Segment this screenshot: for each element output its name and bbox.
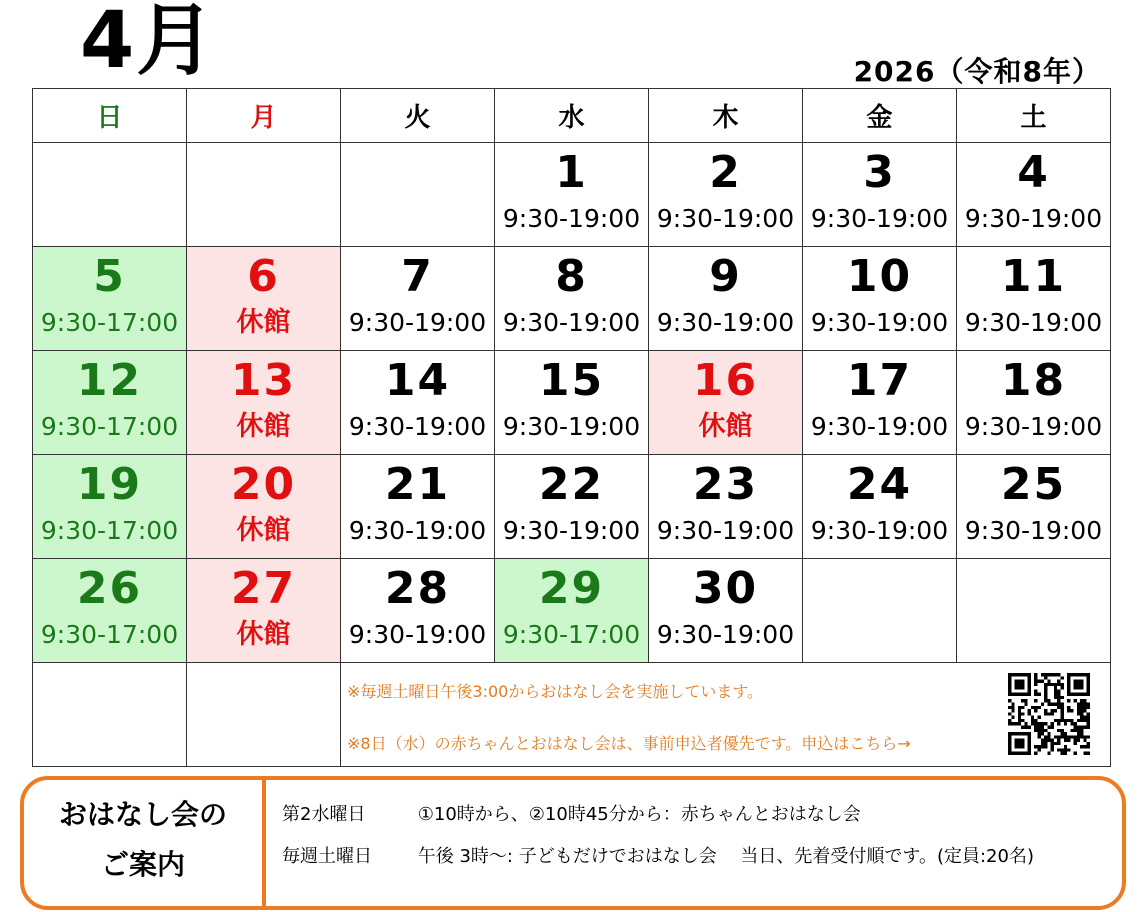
opening-hours: 9:30-19:00: [810, 308, 949, 337]
day-number: 20: [230, 459, 297, 510]
calendar-empty-cell: [957, 559, 1111, 663]
info-row-text: ①10時から、②10時45分から：赤ちゃんとおはなし会: [417, 804, 861, 825]
day-number: 13: [230, 355, 297, 406]
info-row-wednesday: [282, 800, 861, 826]
opening-hours: 9:30-19:00: [502, 204, 641, 233]
day-number: 12: [76, 355, 143, 406]
day-number: 27: [230, 563, 297, 614]
info-title-line1: おはなし会の: [58, 798, 227, 831]
weekday-sat: 土: [957, 89, 1111, 143]
opening-hours: 9:30-19:00: [502, 308, 641, 337]
day-number: 17: [846, 355, 913, 406]
calendar-day-cell: [341, 247, 495, 351]
day-number: 24: [846, 459, 913, 510]
calendar-day-cell: [341, 559, 495, 663]
opening-hours: 9:30-19:00: [964, 204, 1103, 233]
day-number: 2: [709, 147, 742, 198]
day-number: 25: [1000, 459, 1067, 510]
calendar-day-cell: [33, 559, 187, 663]
opening-hours: 9:30-17:00: [40, 620, 179, 649]
day-number: 11: [1000, 251, 1067, 302]
day-number: 4: [1017, 147, 1050, 198]
info-title: [24, 790, 262, 890]
opening-hours: 9:30-19:00: [348, 620, 487, 649]
closed-label: 休館: [698, 411, 753, 442]
calendar-day-cell: [187, 559, 341, 663]
info-row-label: 第2水曜日: [282, 804, 366, 825]
day-number: 28: [384, 563, 451, 614]
closed-label: 休館: [236, 411, 291, 442]
day-number: 5: [93, 251, 126, 302]
day-number: 18: [1000, 355, 1067, 406]
calendar-empty-cell: [33, 143, 187, 247]
calendar-day-cell: [957, 351, 1111, 455]
calendar-day-cell: [803, 247, 957, 351]
opening-hours: 9:30-19:00: [502, 516, 641, 545]
qr-code-icon[interactable]: [1008, 671, 1090, 757]
calendar-day-cell: [803, 351, 957, 455]
weekday-mon: 月: [187, 89, 341, 143]
day-number: 23: [692, 459, 759, 510]
opening-hours: 9:30-19:00: [964, 308, 1103, 337]
calendar-day-cell: [33, 455, 187, 559]
year-label: 2026（令和8年）: [853, 55, 1101, 88]
opening-hours: 9:30-19:00: [810, 204, 949, 233]
notes-empty-cell: [187, 663, 341, 767]
storytime-info-box: [20, 776, 1126, 910]
calendar-week-row: [33, 455, 1111, 559]
opening-hours: 9:30-19:00: [348, 412, 487, 441]
opening-hours: 9:30-19:00: [810, 412, 949, 441]
day-number: 1: [555, 147, 588, 198]
closed-label: 休館: [236, 619, 291, 650]
calendar-day-cell: [187, 455, 341, 559]
opening-hours: 9:30-19:00: [656, 308, 795, 337]
day-number: 15: [538, 355, 605, 406]
notes-cell: [341, 663, 1111, 767]
calendar-day-cell: [495, 559, 649, 663]
weekday-header-row: [33, 89, 1111, 143]
info-row-text: 午後 3時～: 子どもだけでおはなし会 当日、先着受付順です。(定員:20名): [417, 846, 1034, 867]
calendar-day-cell: [495, 143, 649, 247]
day-number: 30: [692, 563, 759, 614]
calendar-day-cell: [649, 455, 803, 559]
note-baby-storytime: ※8日（水）の赤ちゃんとおはなし会は、事前申込者優先です。申込はこちら→: [347, 734, 911, 753]
calendar-empty-cell: [341, 143, 495, 247]
info-divider: [262, 780, 266, 906]
opening-hours: 9:30-19:00: [964, 412, 1103, 441]
calendar-day-cell: [649, 351, 803, 455]
opening-hours: 9:30-17:00: [40, 412, 179, 441]
opening-hours: 9:30-17:00: [40, 308, 179, 337]
calendar-day-cell: [649, 143, 803, 247]
calendar-day-cell: [803, 143, 957, 247]
day-number: 26: [76, 563, 143, 614]
day-number: 14: [384, 355, 451, 406]
info-row-saturday: [282, 842, 1034, 868]
calendar-day-cell: [495, 455, 649, 559]
opening-hours: 9:30-19:00: [348, 516, 487, 545]
weekday-sun: 日: [33, 89, 187, 143]
day-number: 29: [538, 563, 605, 614]
day-number: 10: [846, 251, 913, 302]
day-number: 16: [692, 355, 759, 406]
day-number: 19: [76, 459, 143, 510]
calendar-day-cell: [341, 351, 495, 455]
calendar-day-cell: [803, 455, 957, 559]
info-row-label: 毎週土曜日: [282, 846, 372, 867]
calendar-week-row: [33, 351, 1111, 455]
opening-hours: 9:30-19:00: [656, 204, 795, 233]
day-number: 8: [555, 251, 588, 302]
weekday-thu: 木: [649, 89, 803, 143]
opening-hours: 9:30-19:00: [656, 620, 795, 649]
opening-hours: 9:30-17:00: [40, 516, 179, 545]
weekday-tue: 火: [341, 89, 495, 143]
day-number: 3: [863, 147, 896, 198]
calendar-day-cell: [957, 455, 1111, 559]
weekday-fri: 金: [803, 89, 957, 143]
calendar-day-cell: [495, 351, 649, 455]
opening-hours: 9:30-19:00: [964, 516, 1103, 545]
calendar-table: [32, 88, 1111, 767]
calendar-day-cell: [33, 351, 187, 455]
closed-label: 休館: [236, 307, 291, 338]
calendar-week-row: [33, 143, 1111, 247]
day-number: 22: [538, 459, 605, 510]
calendar-body: [33, 143, 1111, 663]
opening-hours: 9:30-19:00: [348, 308, 487, 337]
day-number: 6: [247, 251, 280, 302]
notes-row: [33, 663, 1111, 767]
calendar-empty-cell: [803, 559, 957, 663]
calendar-day-cell: [495, 247, 649, 351]
weekday-wed: 水: [495, 89, 649, 143]
opening-hours: 9:30-19:00: [810, 516, 949, 545]
calendar-day-cell: [649, 559, 803, 663]
calendar-week-row: [33, 247, 1111, 351]
calendar-day-cell: [187, 351, 341, 455]
day-number: 9: [709, 251, 742, 302]
calendar-day-cell: [33, 247, 187, 351]
calendar-day-cell: [649, 247, 803, 351]
month-title: 4月: [80, 0, 217, 86]
calendar-day-cell: [957, 247, 1111, 351]
day-number: 7: [401, 251, 434, 302]
note-storytime: ※毎週土曜日午後3:00からおはなし会を実施しています。: [347, 682, 764, 701]
closed-label: 休館: [236, 515, 291, 546]
opening-hours: 9:30-17:00: [502, 620, 641, 649]
info-title-line2: ご案内: [100, 848, 185, 881]
calendar-empty-cell: [187, 143, 341, 247]
calendar-day-cell: [341, 455, 495, 559]
calendar-day-cell: [187, 247, 341, 351]
opening-hours: 9:30-19:00: [502, 412, 641, 441]
day-number: 21: [384, 459, 451, 510]
calendar-day-cell: [957, 143, 1111, 247]
notes-empty-cell: [33, 663, 187, 767]
opening-hours: 9:30-19:00: [656, 516, 795, 545]
calendar-week-row: [33, 559, 1111, 663]
